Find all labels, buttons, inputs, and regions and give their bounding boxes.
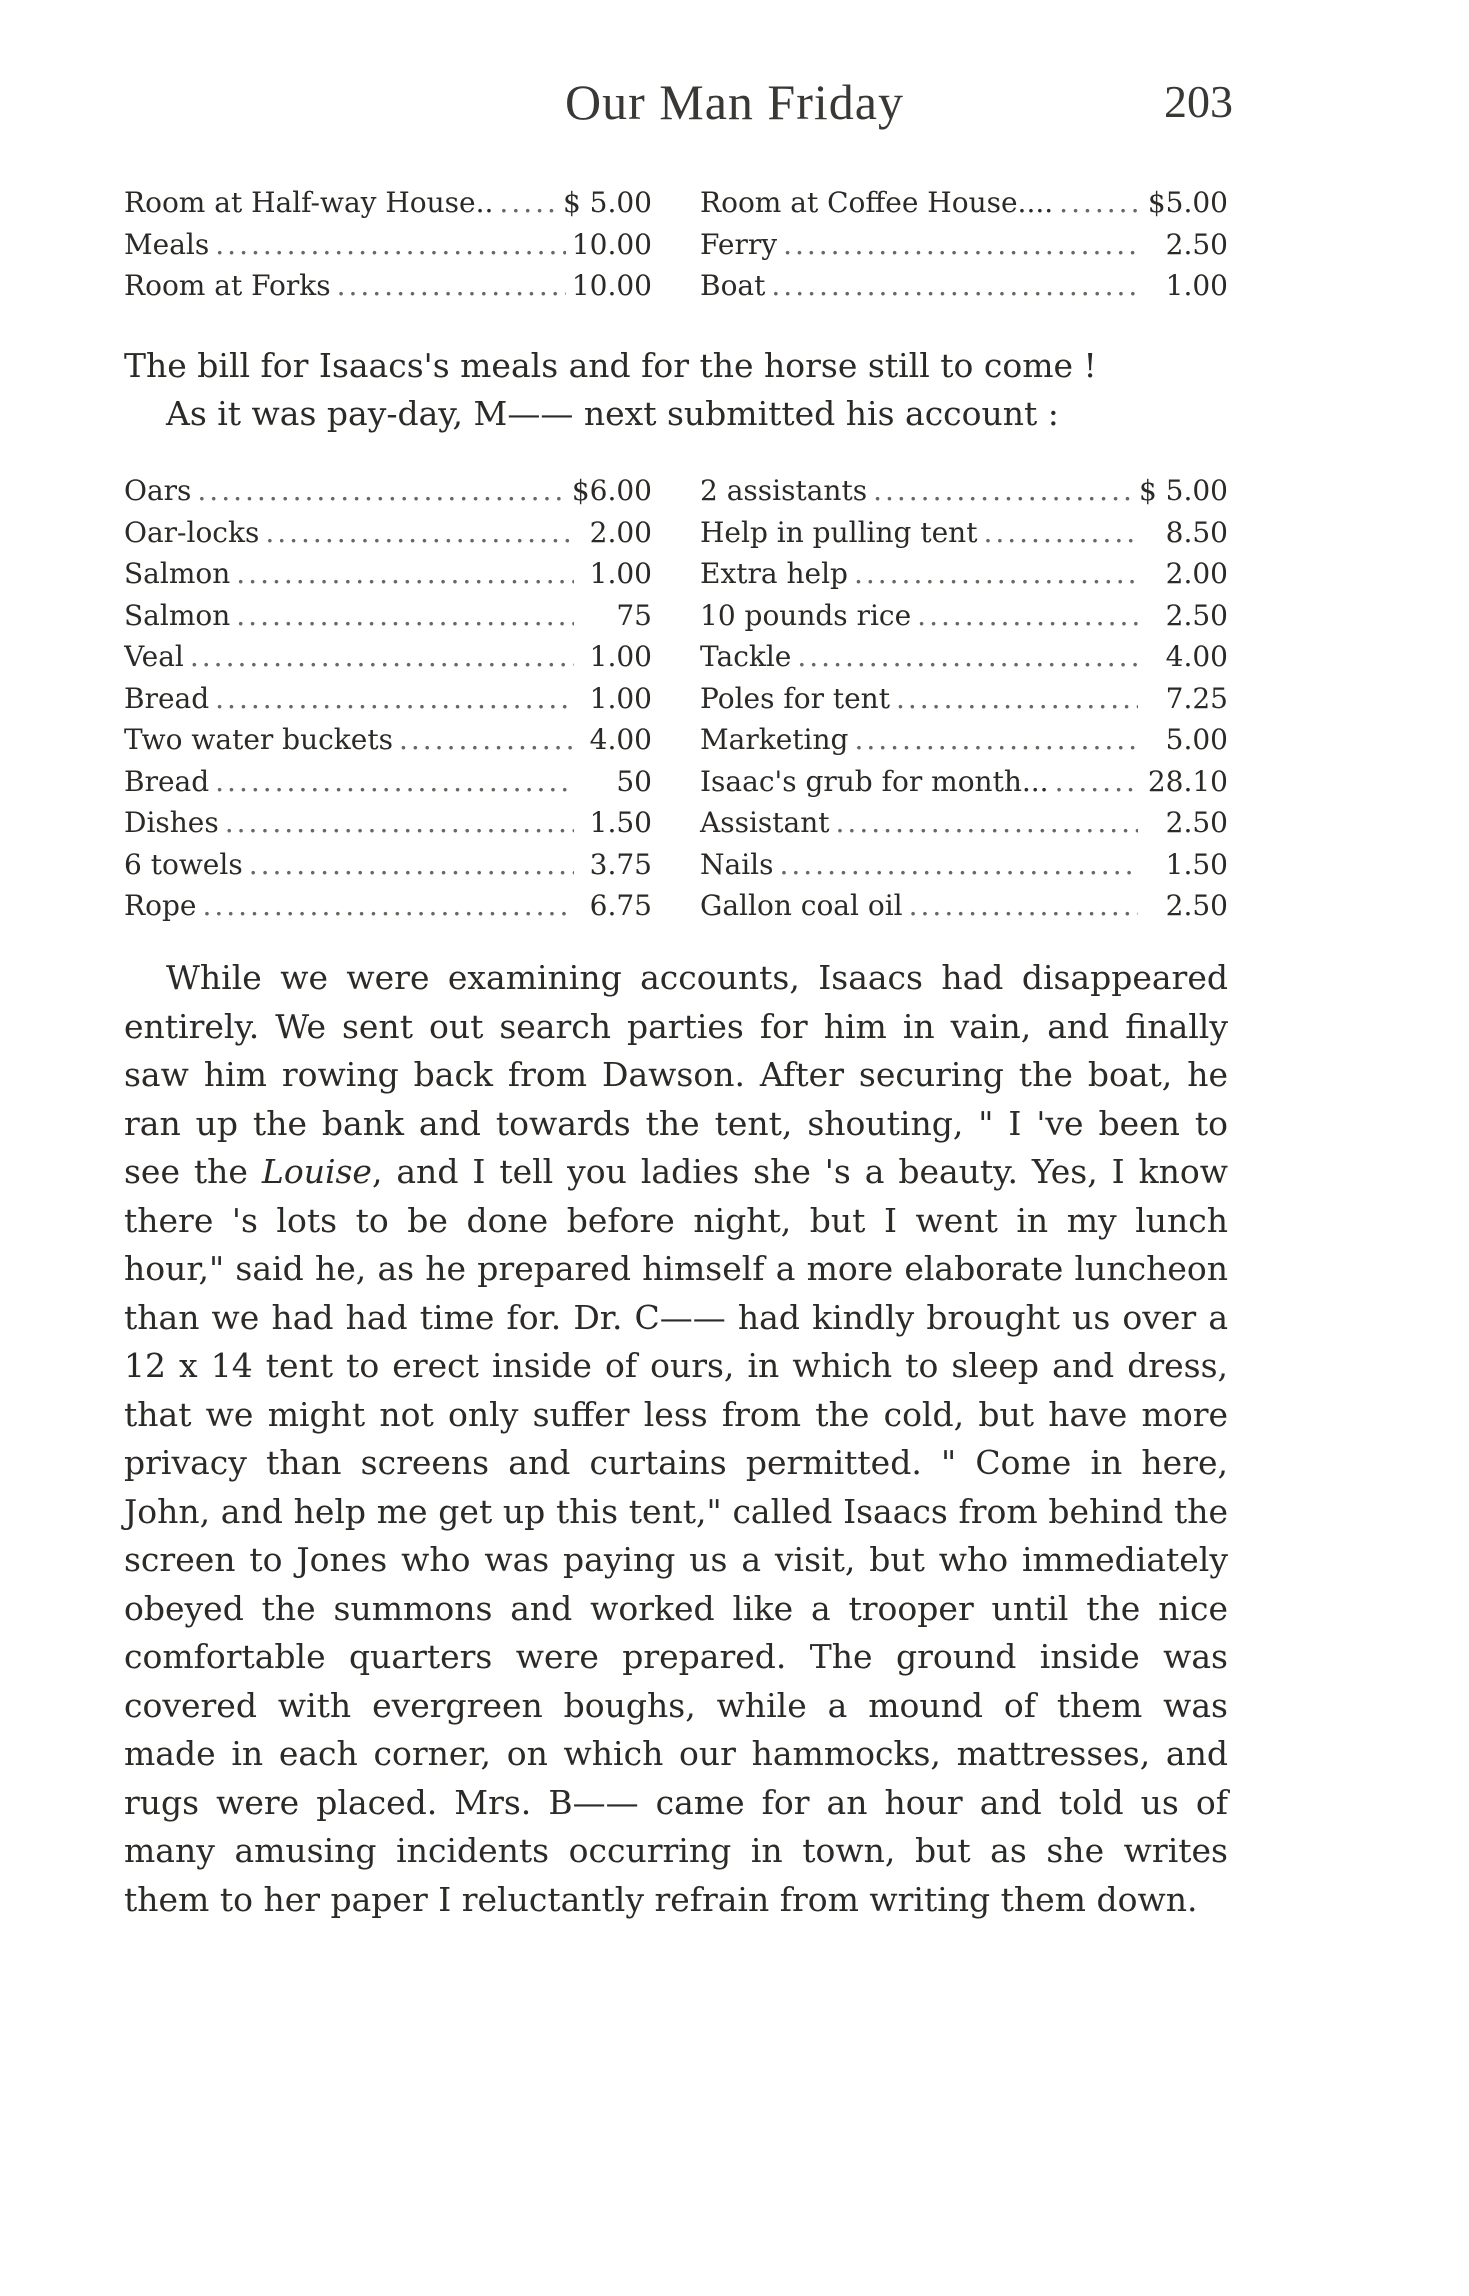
account-row-right	[652, 802, 1228, 844]
item-label: Room at Coffee House....	[700, 186, 1054, 219]
item-amount: 50	[616, 764, 652, 798]
item-amount: 1.00	[1165, 269, 1228, 302]
dot-leader	[896, 678, 1138, 720]
item-amount: 3.75	[589, 847, 652, 881]
item-label: 2 assistants	[700, 474, 868, 507]
account-row-right	[652, 553, 1228, 595]
item-amount: 4.00	[1165, 640, 1228, 673]
account-row-left	[124, 636, 652, 678]
item-label: Meals	[124, 227, 210, 261]
bill-note: The bill for Isaacs's meals and for the horse still to come !	[124, 346, 1097, 385]
item-amount: 2.50	[1165, 806, 1228, 839]
item-amount: 5.00	[1165, 723, 1228, 756]
account-row-left	[124, 470, 652, 512]
expenses-table	[124, 182, 1228, 307]
account-row-right	[652, 719, 1228, 761]
item-amount: 1.50	[1165, 847, 1228, 881]
item-label: Room at Half-way House..	[124, 186, 494, 219]
item-label: Oar-locks	[124, 515, 260, 549]
dot-leader	[873, 470, 1133, 512]
item-label: 10 pounds rice	[700, 598, 912, 632]
ship-name: Louise	[261, 1152, 372, 1191]
account-row-right	[652, 885, 1228, 927]
account-row-right	[652, 678, 1228, 720]
dot-leader	[779, 844, 1138, 886]
account-row-right	[652, 636, 1228, 678]
dot-leader	[225, 802, 574, 844]
item-label: Bread	[124, 681, 210, 715]
dot-leader	[236, 595, 574, 637]
dot-leader	[917, 595, 1138, 637]
dot-leader	[783, 224, 1138, 266]
account-intro: As it was pay-day, M—— next submitted his account :	[166, 394, 1059, 433]
item-label: Tackle	[700, 640, 792, 673]
body-paragraph	[124, 954, 1228, 1924]
dot-leader	[1055, 761, 1138, 803]
dot-leader	[215, 224, 566, 266]
dot-leader	[249, 844, 574, 886]
body-text-part2: , and I tell you ladies she 's a beauty. Yes, I know there 's lots to be done before night, but I went in my lunch hour," said he, as he prepared himself a more elaborate luncheon than we had had time for. Dr. C—— had kindly brought us over a 12 x 14 tent to erect inside of ours, in which to sleep and dress, that we might not only suffer less from the cold, but have more privacy than screens and curtains permitted. " Come in here, John, and help me get up this tent," called Isaacs from behind the screen to Jones who was paying us a visit, but who immediately obeyed the summons and worked like a trooper until the nice comfortable quarters were prepared. The ground inside was covered with evergreen boughs, while a mound of them was made in each corner, on which our hammocks, mattresses, and rugs were placed. Mrs. B—— came for an hour and told us of many amusing incidents occurring in town, but as she writes them to her paper I reluctantly refrain from writing them down.	[124, 1152, 1228, 1919]
item-amount: $ 5.00	[562, 186, 652, 219]
item-label: Poles for tent	[700, 681, 890, 715]
account-row-left	[124, 761, 652, 803]
expense-row-right	[652, 265, 1228, 307]
item-amount: 10.00	[571, 269, 652, 302]
dot-leader	[909, 885, 1138, 927]
account-row-right	[652, 844, 1228, 886]
running-title: Our Man Friday	[565, 74, 904, 130]
dot-leader	[854, 553, 1138, 595]
item-amount: 8.50	[1165, 515, 1228, 549]
account-row-left	[124, 802, 652, 844]
account-row-left	[124, 595, 652, 637]
dot-leader	[215, 761, 574, 803]
item-amount: 4.00	[589, 723, 652, 756]
body-text	[124, 954, 1228, 1924]
dot-leader	[983, 512, 1138, 554]
dot-leader	[190, 636, 574, 678]
account-row-right	[652, 761, 1228, 803]
item-amount: 2.50	[1165, 598, 1228, 632]
item-amount: 6.75	[589, 889, 652, 922]
dot-leader	[337, 265, 566, 307]
account-row-right	[652, 512, 1228, 554]
item-label: Two water buckets	[124, 723, 393, 756]
item-label: Marketing	[700, 723, 849, 756]
item-amount: 28.10	[1147, 764, 1228, 798]
item-amount: 2.00	[589, 515, 652, 549]
item-label: Extra help	[700, 557, 848, 590]
expense-row-left	[124, 182, 652, 224]
account-row-right	[652, 595, 1228, 637]
item-label: Nails	[700, 847, 774, 881]
item-label: Help in pulling tent	[700, 515, 978, 549]
dot-leader	[399, 719, 574, 761]
dot-leader	[797, 636, 1138, 678]
account-row-left	[124, 885, 652, 927]
expense-row-right	[652, 182, 1228, 224]
item-label: Veal	[124, 640, 184, 673]
body-text-part1: While we were examining accounts, Isaacs had disappeared entirely. We sent out search parties for him in vain, and finally saw him rowing back from Dawson. After securing the boat, he ran up the bank and towards the tent, shouting, " I 've been to see the	[124, 958, 1228, 1191]
dot-leader	[854, 719, 1138, 761]
item-label: Isaac's grub for month...	[700, 764, 1049, 798]
item-label: Room at Forks	[124, 269, 331, 302]
item-label: Salmon	[124, 557, 231, 590]
item-amount: 1.00	[589, 681, 652, 715]
account-row-left	[124, 719, 652, 761]
account-row-left	[124, 512, 652, 554]
dot-leader	[236, 553, 574, 595]
item-label: Gallon coal oil	[700, 889, 903, 922]
item-label: Rope	[124, 889, 197, 922]
item-label: Dishes	[124, 806, 219, 839]
item-amount: 1.00	[589, 557, 652, 590]
dot-leader	[215, 678, 574, 720]
item-amount: 1.00	[589, 640, 652, 673]
dot-leader	[499, 182, 557, 224]
page-number: 203	[1164, 76, 1233, 127]
item-label: Oars	[124, 474, 192, 507]
item-label: Boat	[700, 269, 766, 302]
page-header	[0, 72, 1469, 132]
item-label: Salmon	[124, 598, 231, 632]
expense-row-left	[124, 265, 652, 307]
account-row-left	[124, 553, 652, 595]
dot-leader	[1059, 182, 1138, 224]
item-amount: 75	[616, 598, 652, 632]
account-row-left	[124, 844, 652, 886]
expense-row-right	[652, 224, 1228, 266]
expense-row-left	[124, 224, 652, 266]
account-table	[124, 470, 1228, 927]
dot-leader	[202, 885, 574, 927]
dot-leader	[771, 265, 1138, 307]
item-label: Ferry	[700, 227, 778, 261]
item-amount: 1.50	[589, 806, 652, 839]
item-amount: 10.00	[571, 227, 652, 261]
item-amount: $ 5.00	[1138, 474, 1228, 507]
account-row-right	[652, 470, 1228, 512]
item-label: Assistant	[700, 806, 830, 839]
dot-leader	[197, 470, 565, 512]
item-amount: $6.00	[571, 474, 652, 507]
item-amount: 7.25	[1165, 681, 1228, 715]
item-label: Bread	[124, 764, 210, 798]
account-row-left	[124, 678, 652, 720]
dot-leader	[836, 802, 1138, 844]
item-amount: 2.50	[1165, 889, 1228, 922]
dot-leader	[265, 512, 574, 554]
item-amount: 2.50	[1165, 227, 1228, 261]
item-amount: 2.00	[1165, 557, 1228, 590]
item-amount: $5.00	[1147, 186, 1228, 219]
item-label: 6 towels	[124, 847, 243, 881]
